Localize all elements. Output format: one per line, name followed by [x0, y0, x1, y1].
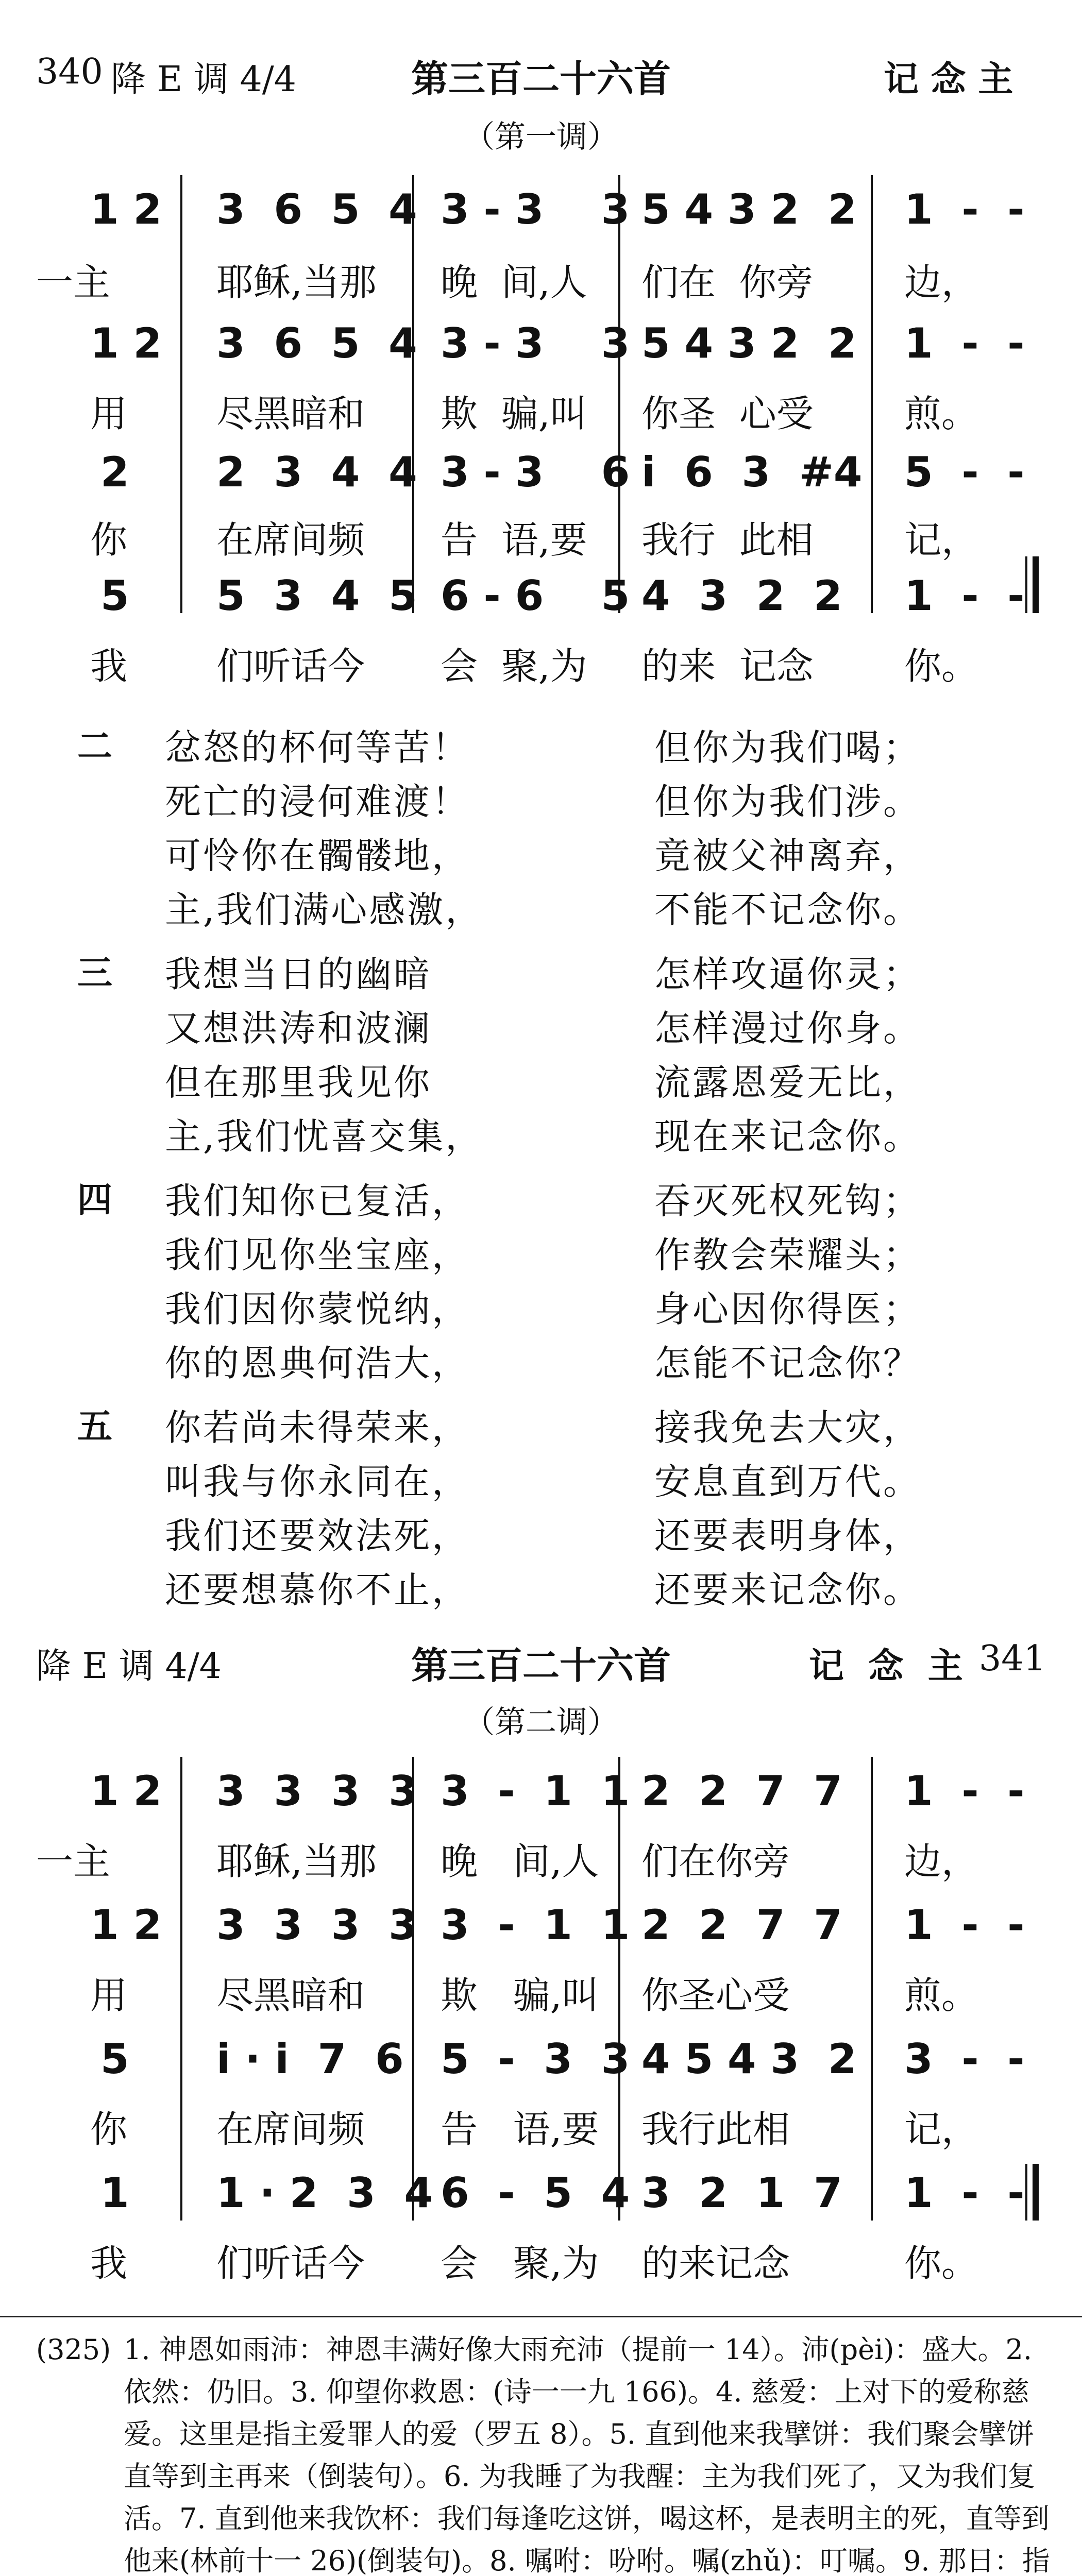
verse-line: 我们因你蒙悦纳，: [165, 1288, 470, 1330]
note-group: 4 3 2 2: [641, 572, 842, 620]
tune-label-2: （第二调）: [464, 1704, 618, 1740]
lyric: 我行此相: [641, 2108, 790, 2151]
final-barline-thin: [1025, 556, 1027, 613]
verse-line: 还要来记念你。: [654, 1569, 921, 1611]
stanza-number: 三: [77, 953, 113, 994]
verse-line: 我们见你坐宝座，: [165, 1234, 470, 1276]
barline: [180, 175, 182, 613]
lyric: 们听话今: [216, 645, 365, 688]
lyric: 会 聚,为: [441, 2242, 599, 2285]
note-group: 5 4 3 2 2: [641, 319, 857, 367]
note-group: 1 - -: [904, 185, 1025, 233]
lyric: 煎。: [904, 1974, 979, 2017]
note-group: 3 3 3 3: [216, 1767, 417, 1815]
verse-line: 但在那里我见你: [165, 1061, 432, 1104]
note-group: 3 - -: [904, 2035, 1025, 2083]
verse-line: 身心因你得医；: [654, 1288, 921, 1330]
lyric: 告 语,要: [441, 518, 587, 562]
note-group: 3 - 3 6: [441, 448, 630, 496]
footnote-text: 1. 神恩如雨沛：神恩丰满好像大雨充沛（提前一 14）。沛(pèi)：盛大。2. 依然：仍旧。3. 仰望你救恩：(诗一一九 166)。4. 慈爱：上对下的爱称慈爱。这里是指主爱罪人的爱（罗五 8）。5. 直到他来我擘饼：我们聚会擘饼直等到主再来（倒装句）。6. 为我睡了为我醒：主为我们死了，又为我们复活。7. 直到他来我饮杯：我们每逢吃这饼，喝这杯，是表明主的死，直等到他来(林前十一 26)(倒装句)。8. 嘱咐：吩咐。嘱(zhǔ)：叮嘱。9. 那日：指: [124, 2333, 1050, 2576]
lyric: 你。: [904, 645, 979, 688]
key-meter-1: 降 E 调 4/4: [111, 59, 296, 100]
verse-line: 现在来记念你。: [654, 1115, 921, 1158]
verse-line: 我想当日的幽暗: [165, 953, 432, 995]
lyric: 的来 记念: [641, 645, 814, 688]
verse-line: 又想洪涛和波澜: [165, 1007, 432, 1049]
lyric: 边，: [904, 1840, 979, 1883]
hymn-title-2: 第三百二十六首: [411, 1643, 671, 1687]
verse-line: 但你为我们涉。: [654, 781, 921, 823]
verse-line: 怎样攻逼你灵；: [654, 953, 921, 995]
lyric: 你。: [904, 2242, 979, 2285]
verse-line: 我们知你已复活，: [165, 1180, 470, 1222]
verse-line: 安息直到万代。: [654, 1461, 921, 1503]
key-meter-2: 降 E 调 4/4: [36, 1646, 222, 1687]
barline: [412, 1757, 414, 2221]
barline: [871, 1757, 873, 2221]
lyric: 在席间频: [216, 518, 365, 562]
lyric: 边，: [904, 261, 979, 304]
verse-line: 主,我们忧喜交集，: [165, 1115, 484, 1158]
lyric: 晚 间,人: [441, 1840, 599, 1883]
note-group: 1 - -: [904, 319, 1025, 367]
lyric: 尽黑暗和: [216, 392, 365, 435]
note-group: 2: [100, 448, 129, 496]
lyric: 我: [90, 2242, 128, 2285]
barline: [618, 1757, 620, 2221]
note-group: 3 - 1 1: [441, 1901, 630, 1949]
lyric: 尽黑暗和: [216, 1974, 365, 2017]
barline: [618, 175, 620, 613]
lyric: 记，: [904, 2108, 979, 2151]
note-group: 3 6 5 4: [216, 185, 417, 233]
footnote-divider: [0, 2316, 1082, 2317]
verse-line: 可怜你在髑髅地，: [165, 835, 470, 877]
note-group: 1 2: [90, 185, 162, 233]
note-group: i · i 7 6: [216, 2035, 404, 2083]
verse-line: 怎样漫过你身。: [654, 1007, 921, 1049]
lyric: 在席间频: [216, 2108, 365, 2151]
note-group: 4 5 4 3 2: [641, 2035, 857, 2083]
lyric: 煎。: [904, 392, 979, 435]
lyric: 的来记念: [641, 2242, 790, 2285]
note-group: 1 - -: [904, 1767, 1025, 1815]
note-group: 1 2: [90, 1901, 162, 1949]
note-group: 3 2 1 7: [641, 2169, 842, 2217]
note-group: 1 - -: [904, 1901, 1025, 1949]
note-group: 2 2 7 7: [641, 1767, 842, 1815]
lyric: 耶稣,当那: [216, 261, 377, 304]
note-group: 1 - -: [904, 2169, 1025, 2217]
lyric: 记，: [904, 518, 979, 562]
note-group: 1 - -: [904, 572, 1025, 620]
lyric: 一主: [36, 1840, 111, 1883]
verse-line: 还要想慕你不止，: [165, 1569, 470, 1611]
hymn-title-1: 第三百二十六首: [411, 57, 671, 100]
note-group: 5 - -: [904, 448, 1025, 496]
verse-line: 吞灭死权死钩；: [654, 1180, 921, 1222]
verse-line: 我们还要效法死，: [165, 1515, 470, 1557]
verse-line: 主,我们满心感激，: [165, 889, 484, 931]
category-label-1: 记 念 主: [884, 59, 1013, 100]
lyric: 告 语,要: [441, 2108, 599, 2151]
note-group: 2 3 4 4: [216, 448, 417, 496]
note-group: 3 6 5 4: [216, 319, 417, 367]
lyric: 你: [90, 2108, 128, 2151]
lyric: 我行 此相: [641, 518, 814, 562]
note-group: i 6 3 #4: [641, 448, 863, 496]
lyric: 会 聚,为: [441, 645, 587, 688]
barline: [871, 175, 873, 613]
lyric: 你圣 心受: [641, 392, 814, 435]
final-barline-thin: [1025, 2164, 1027, 2221]
lyric: 用: [90, 1974, 128, 2017]
note-group: 1 · 2 3 4: [216, 2169, 433, 2217]
lyric: 耶稣,当那: [216, 1840, 377, 1883]
lyric: 我: [90, 645, 128, 688]
note-group: 3 - 3 3: [441, 319, 630, 367]
footnote-ref: (325): [36, 2333, 111, 2366]
tune-label-1: （第一调）: [464, 119, 618, 155]
barline: [412, 175, 414, 613]
verse-line: 还要表明身体，: [654, 1515, 921, 1557]
verse-line: 死亡的浸何难渡！: [165, 781, 470, 823]
category-label-2: 记 念 主: [809, 1646, 963, 1687]
stanza-number: 五: [77, 1406, 113, 1447]
verse-line: 接我免去大灾，: [654, 1406, 921, 1449]
lyric: 们在 你旁: [641, 261, 814, 304]
note-group: 3 - 1 1: [441, 1767, 630, 1815]
lyric: 晚 间,人: [441, 261, 587, 304]
final-barline-thick: [1033, 2164, 1039, 2221]
verse-line: 流露恩爱无比，: [654, 1061, 921, 1104]
note-group: 1: [100, 2169, 129, 2217]
final-barline-thick: [1033, 556, 1039, 613]
verse-line: 怎能不记念你？: [654, 1342, 921, 1384]
lyric: 用: [90, 392, 128, 435]
verse-line: 作教会荣耀头；: [654, 1234, 921, 1276]
verse-line: 忿怒的杯何等苦！: [165, 726, 470, 769]
lyric: 一主: [36, 261, 111, 304]
stanza-number: 二: [77, 726, 113, 767]
verse-line: 叫我与你永同在，: [165, 1461, 470, 1503]
lyric: 欺 骗,叫: [441, 392, 587, 435]
note-group: 6 - 5 4: [441, 2169, 630, 2217]
page-number-left: 340: [36, 52, 103, 92]
note-group: 1 2: [90, 319, 162, 367]
note-group: 3 - 3 3: [441, 185, 630, 233]
verse-line: 不能不记念你。: [654, 889, 921, 931]
note-group: 2 2 7 7: [641, 1901, 842, 1949]
note-group: 5 4 3 2 2: [641, 185, 857, 233]
note-group: 6 - 6 5: [441, 572, 630, 620]
verse-line: 但你为我们喝；: [654, 726, 921, 769]
stanza-number: 四: [77, 1179, 113, 1221]
lyric: 你: [90, 518, 128, 562]
note-group: 5 - 3 3: [441, 2035, 630, 2083]
lyric: 欺 骗,叫: [441, 1974, 599, 2017]
verse-line: 你若尚未得荣来，: [165, 1406, 470, 1449]
barline: [180, 1757, 182, 2221]
note-group: 5 3 4 5: [216, 572, 417, 620]
note-group: 5: [100, 2035, 129, 2083]
note-group: 5: [100, 572, 129, 620]
lyric: 们在你旁: [641, 1840, 790, 1883]
verse-line: 竟被父神离弃，: [654, 835, 921, 877]
note-group: 3 3 3 3: [216, 1901, 417, 1949]
page-number-right: 341: [979, 1638, 1046, 1679]
lyric: 你圣心受: [641, 1974, 790, 2017]
verse-line: 你的恩典何浩大，: [165, 1342, 470, 1384]
note-group: 1 2: [90, 1767, 162, 1815]
lyric: 们听话今: [216, 2242, 365, 2285]
